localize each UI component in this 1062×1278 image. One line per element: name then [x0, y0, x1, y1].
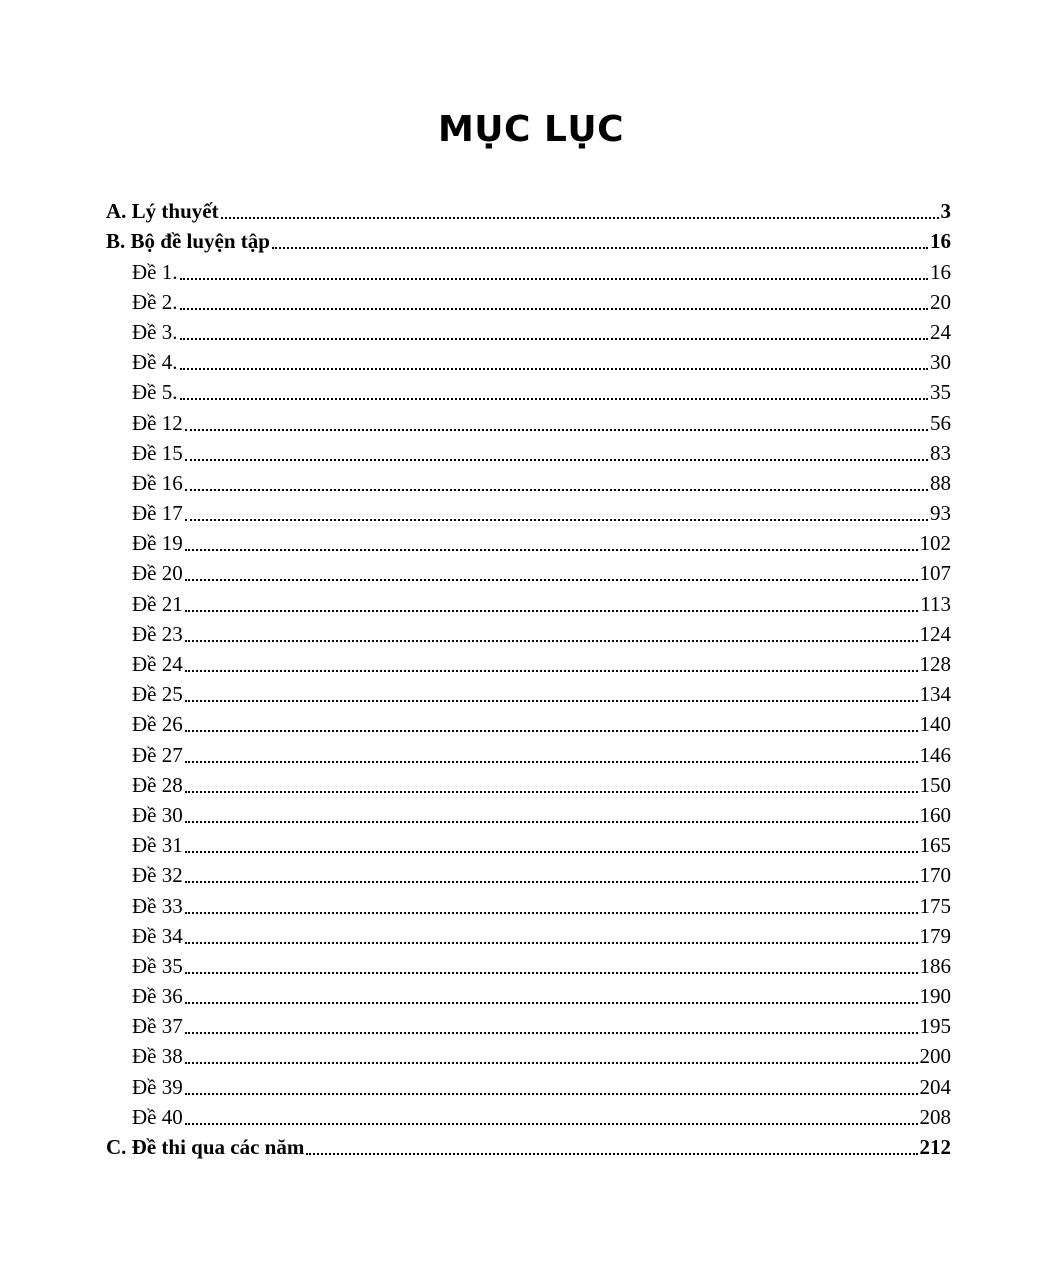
toc-subsection-entry[interactable] [106, 619, 951, 649]
dot-leader [185, 761, 918, 763]
toc-page-number: 113 [920, 591, 951, 616]
toc-entry-label: Đề 38 [132, 1044, 183, 1069]
toc-section-entry[interactable] [106, 1132, 951, 1162]
dot-leader [180, 368, 929, 370]
toc-subsection-entry[interactable] [106, 981, 951, 1011]
toc-subsection-entry[interactable] [106, 770, 951, 800]
toc-entry-label: Đề 32 [132, 863, 183, 888]
toc-subsection-entry[interactable] [106, 1071, 951, 1101]
toc-entry-label: Đề 5. [132, 380, 178, 405]
toc-page-number: 16 [930, 259, 951, 284]
toc-entry-label: Đề 2. [132, 289, 178, 314]
toc-subsection-entry[interactable] [106, 1102, 951, 1132]
dot-leader [185, 1123, 918, 1125]
toc-entry-label: Đề 20 [132, 561, 183, 586]
toc-page-number: 3 [940, 199, 951, 224]
toc-page-number: 208 [919, 1104, 951, 1129]
dot-leader [221, 217, 939, 219]
toc-entry-label: C. Đề thi qua các năm [106, 1135, 305, 1159]
toc-entry-label: Đề 39 [132, 1074, 183, 1099]
toc-page-number: 212 [919, 1135, 951, 1159]
toc-page-number: 170 [919, 863, 951, 888]
dot-leader [185, 730, 918, 732]
toc-entry-label: A. Lý thuyết [106, 199, 219, 224]
toc-entry-label: Đề 16 [132, 470, 183, 495]
toc-entry-label: Đề 3. [132, 319, 178, 344]
toc-subsection-entry[interactable] [106, 1011, 951, 1041]
toc-page-number: 56 [930, 410, 951, 435]
toc-entry-label: Đề 24 [132, 652, 183, 676]
toc-page-number: 102 [919, 531, 951, 556]
toc-subsection-entry[interactable] [106, 800, 951, 830]
toc-subsection-entry[interactable] [106, 256, 951, 286]
toc-section-entry[interactable] [106, 226, 951, 256]
toc-subsection-entry[interactable] [106, 317, 951, 347]
toc-page-number: 146 [919, 742, 951, 767]
toc-entry-label: Đề 34 [132, 923, 183, 948]
toc-page-number: 140 [919, 712, 951, 737]
toc-page-number: 16 [930, 229, 951, 254]
toc-page-number: 128 [919, 652, 951, 676]
toc-page-number: 83 [930, 440, 951, 465]
dot-leader [185, 1002, 918, 1004]
toc-page-number: 195 [919, 1014, 951, 1039]
toc-entry-label: Đề 15 [132, 440, 183, 465]
toc-subsection-entry[interactable] [106, 860, 951, 890]
toc-subsection-entry[interactable] [106, 347, 951, 377]
toc-page-number: 35 [930, 380, 951, 405]
toc-subsection-entry[interactable] [106, 528, 951, 558]
toc-entry-label: Đề 1. [132, 259, 178, 284]
page-title: MỤC LỤC [437, 109, 625, 150]
toc-entry-label: Đề 35 [132, 953, 183, 978]
toc-page-number: 186 [919, 953, 951, 978]
toc-page-number: 190 [919, 984, 951, 1009]
toc-page-number: 134 [919, 682, 951, 707]
toc-subsection-entry[interactable] [106, 407, 951, 437]
toc-page-number: 88 [930, 470, 951, 495]
dot-leader [185, 942, 918, 944]
toc-entry-label: Đề 30 [132, 802, 183, 827]
dot-leader [185, 972, 918, 974]
dot-leader [185, 579, 918, 581]
toc-entry-label: Đề 31 [132, 833, 183, 858]
toc-subsection-entry[interactable] [106, 468, 951, 498]
dot-leader [272, 247, 928, 249]
toc-entry-label: Đề 19 [132, 531, 183, 556]
dot-leader [185, 549, 918, 551]
toc-entry-label: Đề 12 [132, 410, 183, 435]
toc-page-number: 204 [919, 1074, 951, 1099]
toc-page-number: 30 [930, 350, 951, 375]
dot-leader [185, 1093, 918, 1095]
dot-leader [180, 398, 929, 400]
dot-leader [185, 700, 918, 702]
dot-leader [185, 640, 918, 642]
dot-leader [185, 1062, 918, 1064]
dot-leader [185, 1032, 918, 1034]
toc-page-number: 93 [930, 501, 951, 526]
toc-subsection-entry[interactable] [106, 739, 951, 769]
dot-leader [185, 851, 918, 853]
dot-leader [185, 519, 928, 521]
toc-entry-label: Đề 21 [132, 591, 183, 616]
table-of-contents [106, 196, 951, 1162]
toc-subsection-entry[interactable] [106, 498, 951, 528]
toc-section-entry[interactable] [106, 196, 951, 226]
toc-subsection-entry[interactable] [106, 287, 951, 317]
dot-leader [185, 429, 928, 431]
toc-entry-label: Đề 37 [132, 1014, 183, 1039]
toc-entry-label: Đề 28 [132, 772, 183, 797]
toc-page-number: 107 [919, 561, 951, 586]
toc-subsection-entry[interactable] [106, 1041, 951, 1071]
toc-page-number: 179 [919, 923, 951, 948]
toc-entry-label: Đề 36 [132, 984, 183, 1009]
toc-page-number: 175 [919, 893, 951, 918]
dot-leader [185, 670, 918, 672]
toc-entry-label: Đề 33 [132, 893, 183, 918]
dot-leader [185, 912, 918, 914]
toc-subsection-entry[interactable] [106, 588, 951, 618]
toc-page-number: 200 [919, 1044, 951, 1069]
toc-entry-label: Đề 17 [132, 501, 183, 526]
dot-leader [185, 459, 928, 461]
dot-leader [306, 1153, 917, 1155]
toc-page-number: 165 [919, 833, 951, 858]
toc-subsection-entry[interactable] [106, 890, 951, 920]
toc-page-number: 160 [919, 802, 951, 827]
toc-entry-label: Đề 25 [132, 682, 183, 707]
dot-leader [180, 338, 929, 340]
toc-subsection-entry[interactable] [106, 951, 951, 981]
dot-leader [180, 308, 929, 310]
toc-entry-label: B. Bộ đề luyện tập [106, 229, 270, 254]
dot-leader [185, 791, 918, 793]
toc-subsection-entry[interactable] [106, 921, 951, 951]
dot-leader [185, 489, 928, 491]
dot-leader [185, 881, 918, 883]
toc-entry-label: Đề 4. [132, 350, 178, 375]
toc-subsection-entry[interactable] [106, 709, 951, 739]
toc-subsection-entry[interactable] [106, 558, 951, 588]
toc-page-number: 150 [919, 772, 951, 797]
toc-page-number: 24 [930, 319, 951, 344]
dot-leader [185, 821, 918, 823]
toc-subsection-entry[interactable] [106, 438, 951, 468]
toc-subsection-entry[interactable] [106, 377, 951, 407]
toc-entry-label: Đề 40 [132, 1104, 183, 1129]
dot-leader [180, 278, 929, 280]
toc-subsection-entry[interactable] [106, 830, 951, 860]
toc-entry-label: Đề 23 [132, 621, 183, 646]
toc-page-number: 124 [919, 621, 951, 646]
toc-page-number: 20 [930, 289, 951, 314]
toc-subsection-entry[interactable] [106, 649, 951, 679]
toc-entry-label: Đề 27 [132, 742, 183, 767]
dot-leader [185, 610, 919, 612]
toc-subsection-entry[interactable] [106, 679, 951, 709]
toc-entry-label: Đề 26 [132, 712, 183, 737]
